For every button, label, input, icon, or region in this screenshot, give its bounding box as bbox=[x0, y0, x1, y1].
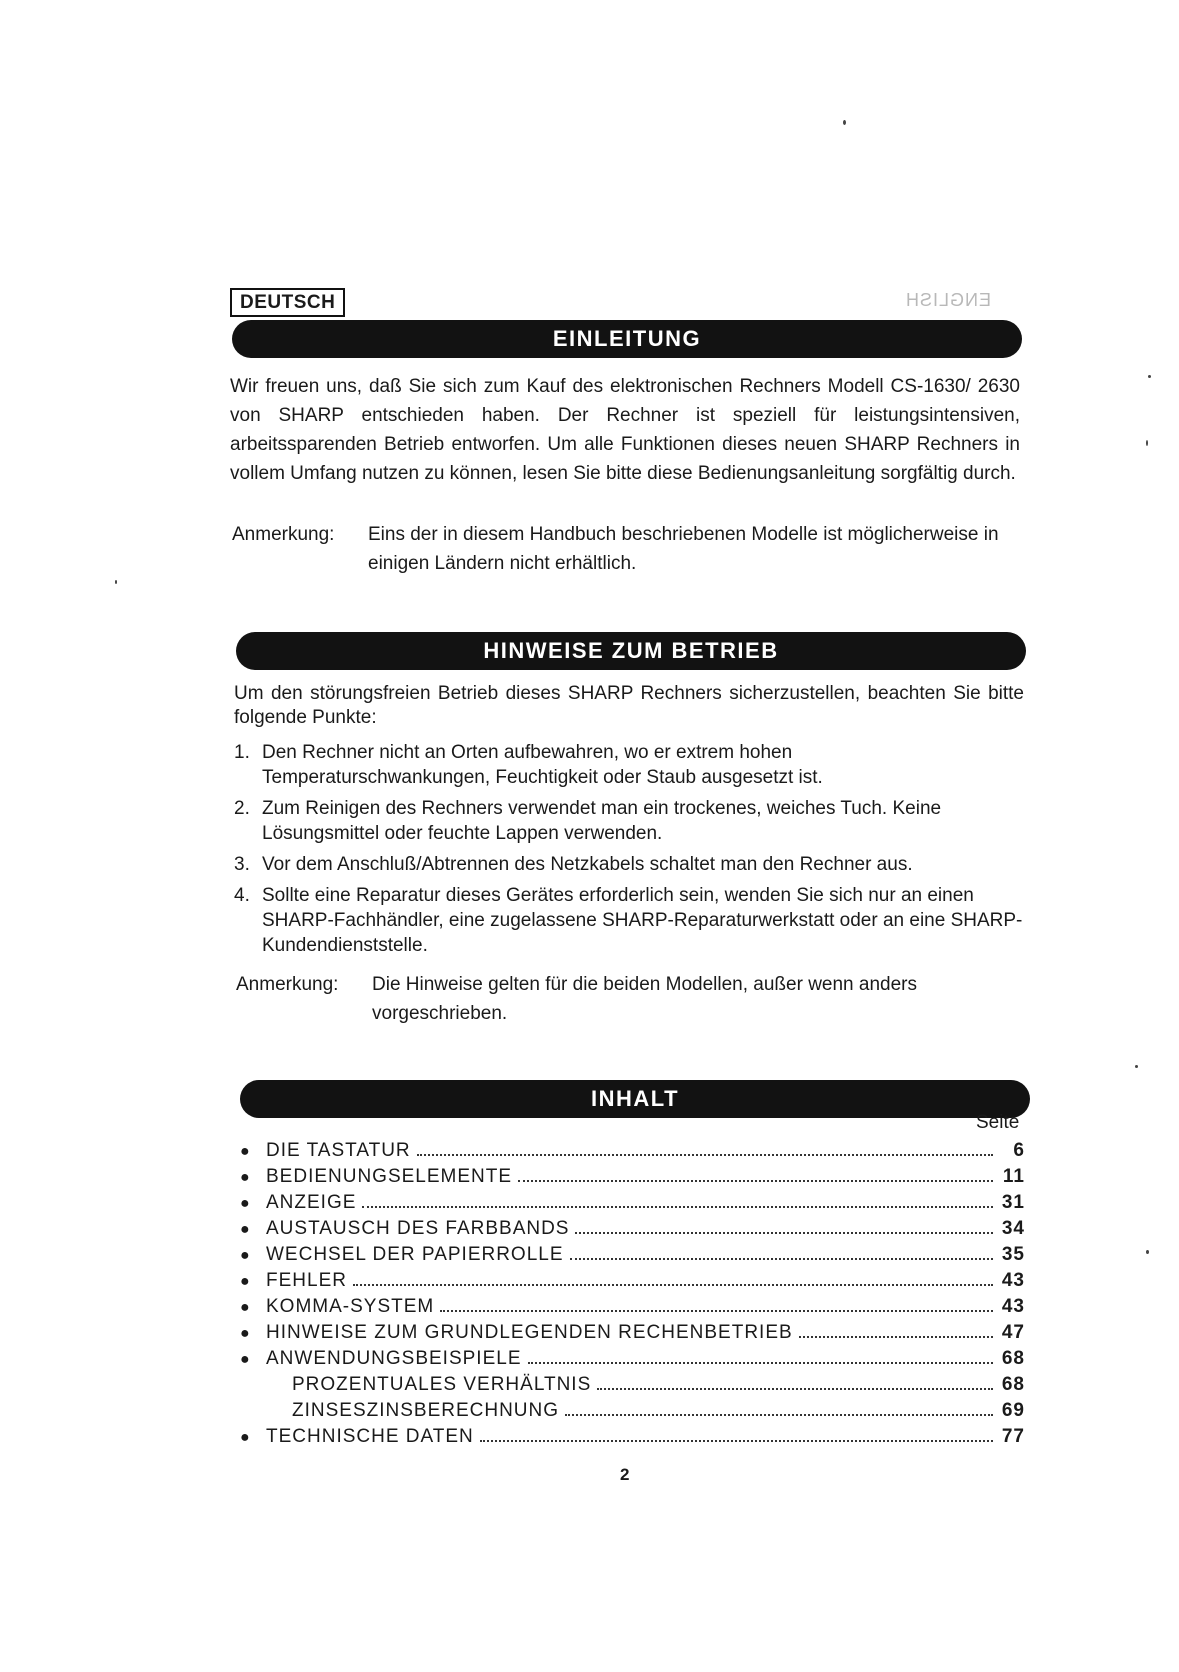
dot-leader bbox=[480, 1439, 993, 1442]
toc-entry bbox=[240, 1270, 1025, 1296]
item-text: Zum Reinigen des Rechners verwendet man ein trockenes, weiches Tuch. Keine Lösungsmittel oder feuchte Lappen verwenden. bbox=[262, 798, 942, 844]
toc-entry bbox=[240, 1374, 1025, 1400]
toc-page-number: 11 bbox=[1002, 1166, 1025, 1187]
scan-speck bbox=[1146, 1250, 1149, 1254]
toc-entry bbox=[240, 1296, 1025, 1322]
toc-entry bbox=[240, 1322, 1025, 1348]
operating-notes-intro: Um den störungsfreien Betrieb dieses SHARP Rechners sicherzustellen, beachten Sie bitte folgende Punkte: bbox=[234, 683, 1024, 728]
toc-page-number: 35 bbox=[1001, 1244, 1025, 1265]
toc-entry bbox=[240, 1244, 1025, 1270]
toc-entry bbox=[240, 1140, 1025, 1166]
section-heading-inhalt bbox=[240, 1080, 1030, 1118]
item-text: Den Rechner nicht an Orten aufbewahren, wo er extrem hohen Temperaturschwankungen, Feuchtigkeit oder Staub ausgesetzt ist. bbox=[262, 742, 823, 788]
bullet-icon: ● bbox=[240, 1325, 251, 1342]
list-item bbox=[234, 796, 1024, 846]
bullet-icon: ● bbox=[240, 1221, 251, 1238]
dot-leader bbox=[565, 1413, 993, 1416]
table-of-contents bbox=[240, 1140, 1025, 1452]
toc-title: HINWEISE ZUM GRUNDLEGENDEN RECHENBETRIEB bbox=[266, 1322, 793, 1343]
dot-leader bbox=[362, 1205, 993, 1208]
dot-leader bbox=[440, 1309, 993, 1312]
page-number: 2 bbox=[620, 1465, 630, 1484]
language-label: DEUTSCH bbox=[230, 288, 345, 317]
toc-page-number: 34 bbox=[1001, 1218, 1025, 1239]
toc-page-number: 77 bbox=[1001, 1426, 1025, 1447]
heading-text: INHALT bbox=[590, 1086, 680, 1111]
toc-entry bbox=[240, 1166, 1025, 1192]
toc-page-number: 47 bbox=[1001, 1322, 1025, 1343]
dot-leader bbox=[597, 1387, 993, 1390]
toc-entry bbox=[240, 1192, 1025, 1218]
toc-entry bbox=[240, 1218, 1025, 1244]
introduction-paragraph: Wir freuen uns, daß Sie sich zum Kauf des elektronischen Rechners Modell CS-1630/ 2630 von SHARP entschieden haben. Der Rechner ist speziell für leistungsintensiven, arbeitssparenden Betrieb entworfen. Um alle Funktionen dieses neuen SHARP Rechners in vollem Umfang nutzen zu können, lesen Sie bitte diese Bedienungsanleitung sorgfältig durch. bbox=[230, 376, 1020, 484]
note-text: Eins der in diesem Handbuch beschriebenen Modelle ist möglicherweise in einigen Ländern nicht erhältlich. bbox=[368, 524, 999, 574]
toc-title: FEHLER bbox=[266, 1270, 347, 1291]
faint-language-label: ENGLISH bbox=[905, 290, 992, 310]
toc-title: ANWENDUNGSBEISPIELE bbox=[266, 1348, 522, 1369]
toc-entry bbox=[240, 1426, 1025, 1452]
dot-leader bbox=[575, 1231, 993, 1234]
bullet-icon: ● bbox=[240, 1351, 251, 1368]
list-item bbox=[234, 883, 1024, 958]
heading-text: HINWEISE ZUM BETRIEB bbox=[483, 638, 779, 663]
note-text: Die Hinweise gelten für die beiden Modellen, außer wenn anders vorgeschrieben. bbox=[372, 974, 917, 1024]
toc-entry bbox=[240, 1400, 1025, 1426]
toc-title: BEDIENUNGSELEMENTE bbox=[266, 1166, 513, 1187]
bullet-icon: ● bbox=[240, 1169, 251, 1186]
scan-speck bbox=[843, 120, 846, 125]
list-item bbox=[234, 852, 1024, 877]
toc-page-number: 31 bbox=[1001, 1192, 1025, 1213]
item-text: Vor dem Anschluß/Abtrennen des Netzkabels schaltet man den Rechner aus. bbox=[262, 854, 913, 875]
scan-speck bbox=[1135, 1065, 1138, 1068]
dot-leader bbox=[353, 1283, 993, 1286]
toc-page-number: 6 bbox=[1013, 1140, 1025, 1161]
item-number: 1. bbox=[234, 742, 250, 763]
dot-leader bbox=[528, 1361, 994, 1364]
toc-title: WECHSEL DER PAPIERROLLE bbox=[266, 1244, 564, 1265]
operating-notes-list bbox=[234, 740, 1024, 964]
toc-title: TECHNISCHE DATEN bbox=[266, 1426, 474, 1447]
toc-title: ZINSESZINSBERECHNUNG bbox=[292, 1400, 560, 1421]
item-number: 2. bbox=[234, 798, 250, 819]
dot-leader bbox=[417, 1153, 993, 1156]
toc-page-number: 68 bbox=[1001, 1348, 1025, 1369]
toc-title: ANZEIGE bbox=[266, 1192, 357, 1213]
item-number: 4. bbox=[234, 885, 250, 906]
item-number: 3. bbox=[234, 854, 250, 875]
toc-page-number: 43 bbox=[1001, 1270, 1025, 1291]
toc-entry bbox=[240, 1348, 1025, 1374]
toc-title: AUSTAUSCH DES FARBBANDS bbox=[266, 1218, 570, 1239]
list-item bbox=[234, 740, 1024, 790]
toc-page-number: 69 bbox=[1001, 1400, 1025, 1421]
bullet-icon: ● bbox=[240, 1247, 251, 1264]
dot-leader bbox=[570, 1257, 993, 1260]
dot-leader bbox=[799, 1335, 993, 1338]
toc-page-number: 43 bbox=[1001, 1296, 1025, 1317]
page-column-label: Seite bbox=[976, 1112, 1020, 1133]
toc-title: DIE TASTATUR bbox=[266, 1140, 411, 1161]
bullet-icon: ● bbox=[240, 1143, 251, 1160]
toc-page-number: 68 bbox=[1001, 1374, 1025, 1395]
scan-speck bbox=[1146, 440, 1148, 446]
note-label: Anmerkung: bbox=[232, 524, 335, 545]
dot-leader bbox=[518, 1179, 993, 1182]
scan-speck bbox=[1148, 375, 1151, 378]
note-label: Anmerkung: bbox=[236, 974, 339, 995]
section-heading-einleitung bbox=[232, 320, 1022, 358]
bullet-icon: ● bbox=[240, 1429, 251, 1446]
item-text: Sollte eine Reparatur dieses Gerätes erforderlich sein, wenden Sie sich nur an einen SHARP-Fachhändler, eine zugelassene SHARP-Reparaturwerkstatt oder an eine SHARP-Kundendienststelle. bbox=[262, 885, 1023, 956]
bullet-icon: ● bbox=[240, 1273, 251, 1290]
toc-title: PROZENTUALES VERHÄLTNIS bbox=[292, 1374, 592, 1395]
scan-speck bbox=[115, 580, 117, 584]
toc-title: KOMMA-SYSTEM bbox=[266, 1296, 435, 1317]
heading-text: EINLEITUNG bbox=[552, 326, 702, 351]
bullet-icon: ● bbox=[240, 1299, 251, 1316]
section-heading-hinweise bbox=[236, 632, 1026, 670]
bullet-icon: ● bbox=[240, 1195, 251, 1212]
